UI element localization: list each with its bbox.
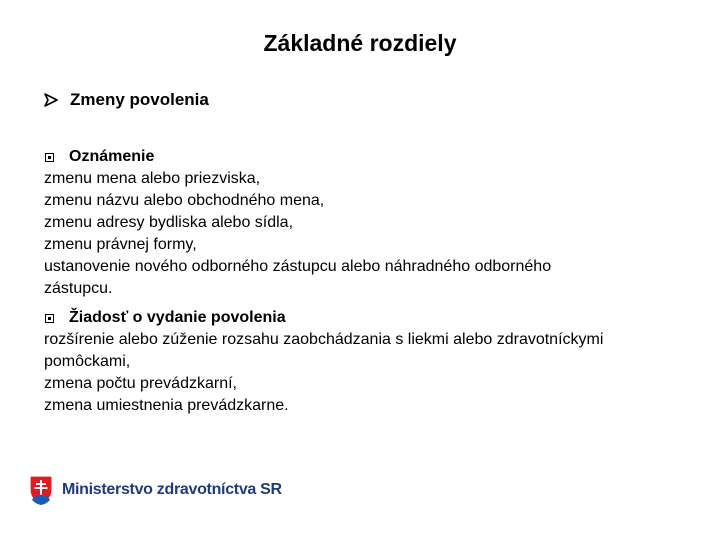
section-oznamenie-heading (44, 146, 694, 168)
logo-text: Ministerstvo zdravotníctva SR (62, 481, 282, 498)
section-label: Oznámenie (69, 148, 155, 165)
heading-text: Zmeny povolenia (70, 90, 209, 109)
list-item: zmena umiestnenia prevádzkarne. (44, 397, 289, 414)
list-item: zmenu mena alebo priezviska, (44, 170, 261, 187)
section-ziadost-heading (44, 307, 694, 329)
list-item: pomôckami, (44, 353, 131, 370)
square-bullet-icon (45, 153, 54, 162)
section-label: Žiadosť o vydanie povolenia (69, 309, 286, 326)
heading-row (44, 88, 209, 112)
list-item: zástupcu. (44, 280, 113, 297)
square-bullet-icon (45, 314, 54, 323)
ministry-logo (28, 474, 282, 506)
content-body (44, 146, 694, 417)
list-item: zmenu názvu alebo obchodného mena, (44, 192, 325, 209)
list-item: zmenu adresy bydliska alebo sídla, (44, 214, 294, 231)
list-item: rozšírenie alebo zúženie rozsahu zaobchádzania s liekmi alebo zdravotníckymi (44, 331, 604, 348)
list-item: ustanovenie nového odborného zástupcu alebo náhradného odborného (44, 258, 552, 275)
arrow-bullet-icon (44, 93, 58, 107)
list-item: zmena počtu prevádzkarní, (44, 375, 237, 392)
list-item: zmenu právnej formy, (44, 236, 197, 253)
slide-title: Základné rozdiely (263, 30, 457, 56)
slovak-coat-of-arms-icon (28, 474, 54, 506)
